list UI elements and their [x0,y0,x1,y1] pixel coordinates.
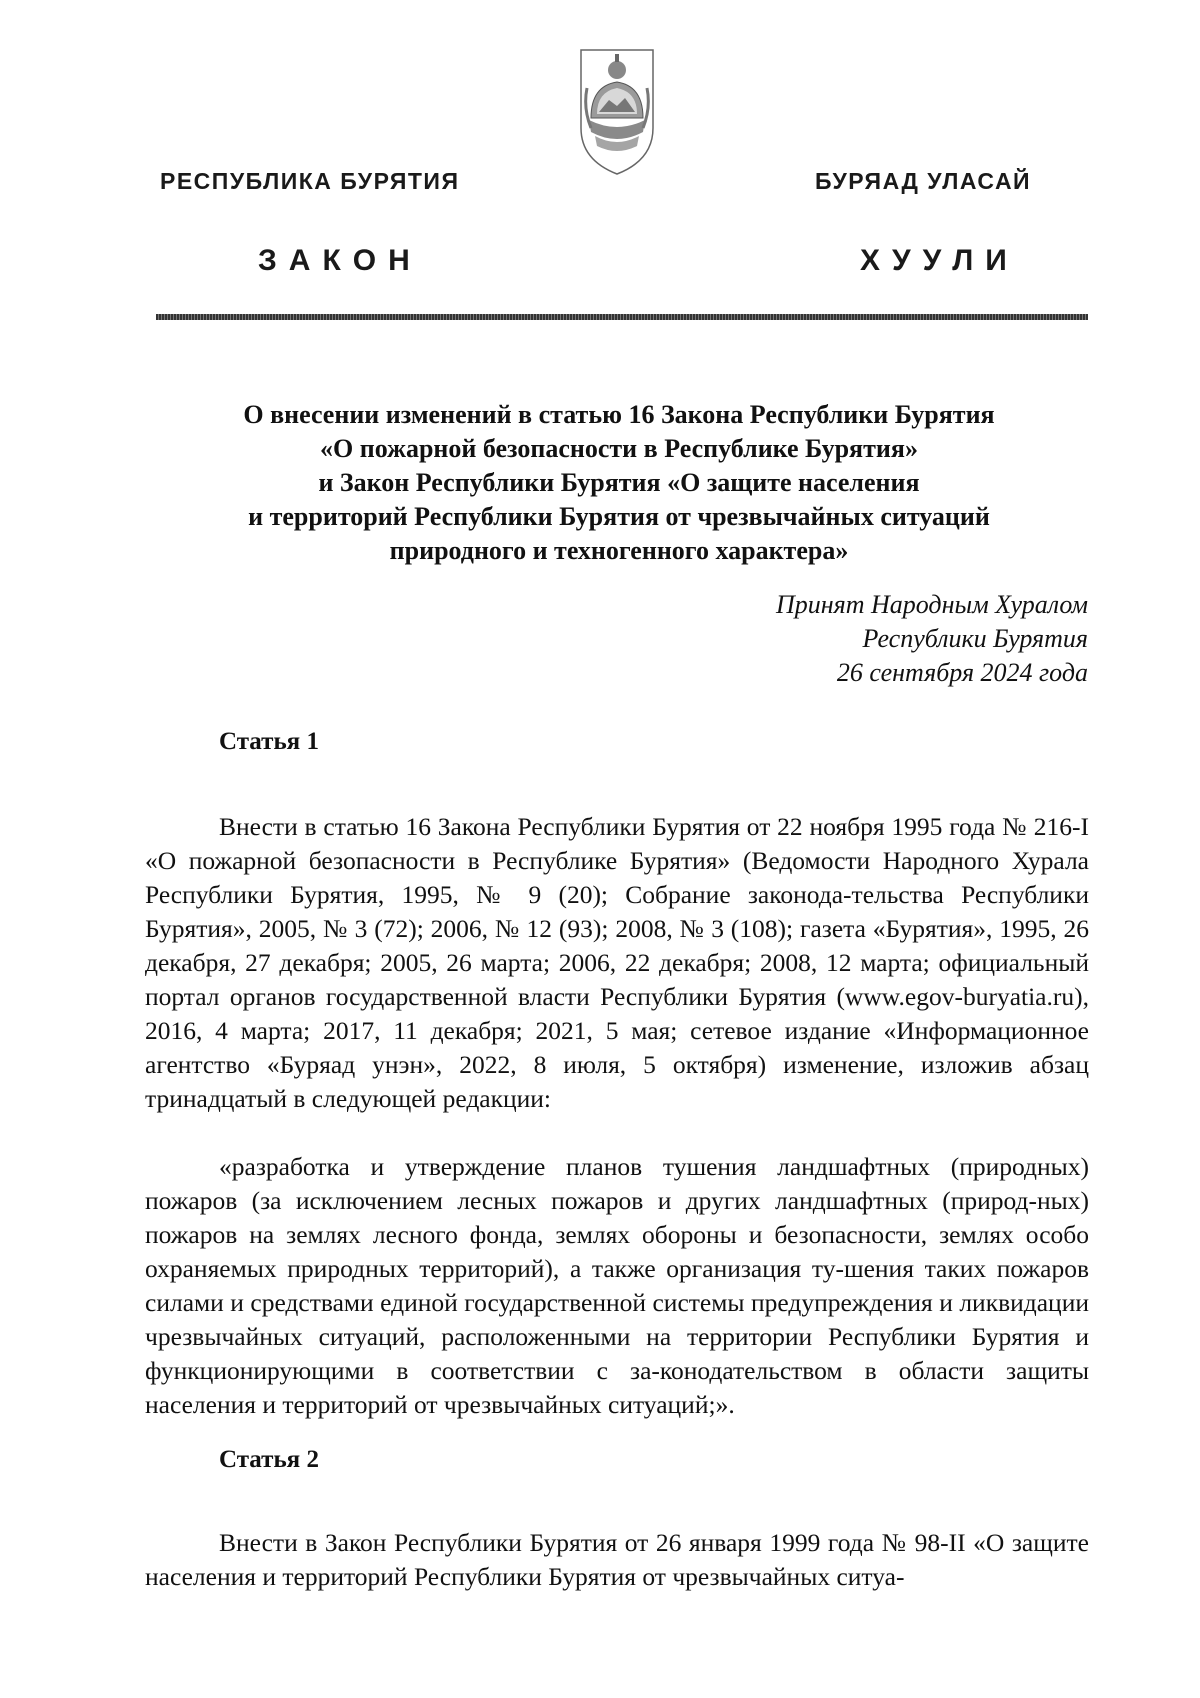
republic-name-russian: РЕСПУБЛИКА БУРЯТИЯ [160,168,460,194]
law-title-line: и территорий Республики Бурятия от чрезвычайных ситуаций [248,502,990,531]
adoption-date: 26 сентября 2024 года [836,658,1088,687]
article-2-heading: Статья 2 [219,1446,319,1473]
law-title-line: О внесении изменений в статью 16 Закона Республики Бурятия [243,400,995,429]
law-title-line: природного и техногенного характера» [389,536,849,565]
doc-type-russian: ЗАКОН [258,244,422,277]
adoption-line: Республики Бурятия [862,624,1088,653]
law-title-line: и Закон Республики Бурятия «О защите населения [318,468,920,497]
article-1-paragraph: Внести в статью 16 Закона Республики Бурятия от 22 ноября 1995 года № 216-I «О пожарной безопасности в Республике Бурятия» (Ведомости Народного Хурала Республики Бурятия, 1995, № 9 (20); Собрание законода-тельства Республики Бурятия», 2005, № 3 (72); 2006, № 12 (93); 2008, № 3 (108); газета «Бурятия», 1995, 26 декабря, 27 декабря; 2005, 26 марта; 2006, 22 декабря; 2008, 12 марта; официальный портал органов государственной власти Республики Бурятия (www.egov-buryatia.ru), 2016, 4 марта; 2017, 11 декабря; 2021, 5 мая; сетевое издание «Информационное агентство «Буряад унэн», 2022, 8 июля, 5 октября) изменение, изложив абзац тринадцатый в следующей редакции: [145,811,1089,1113]
coat-of-arms-emblem [577,48,657,176]
republic-name-buryat: БУРЯАД УЛАСАЙ [815,168,1032,194]
adoption-line: Принят Народным Хуралом [775,590,1088,619]
article-1-amendment-text: «разработка и утверждение планов тушения ландшафтных (природных) пожаров (за исключением лесных пожаров и других ландшафтных (природ-ных) пожаров на землях лесного фонда, землях обороны и безопасности, землях особо охраняемых природных территорий), а также организация ту-шения таких пожаров силами и средствами единой государственной системы предупреждения и ликвидации чрезвычайных ситуаций, расположенными на территории Республики Бурятия и функционирующими в соответствии с за-конодательством в области защиты населения и территорий от чрезвычайных ситуаций;». [145,1151,1089,1419]
adoption-note [776,588,1088,690]
law-title-line: «О пожарной безопасности в Республике Бурятия» [320,434,918,463]
article-2-paragraph: Внести в Закон Республики Бурятия от 26 января 1999 года № 98-II «О защите населения и территорий Республики Бурятия от чрезвычайных ситуа- [145,1527,1089,1591]
article-1-heading: Статья 1 [219,728,319,755]
law-title [150,398,1088,568]
doc-type-buryat: ХУУЛИ [860,244,1019,277]
header-divider [156,314,1088,320]
